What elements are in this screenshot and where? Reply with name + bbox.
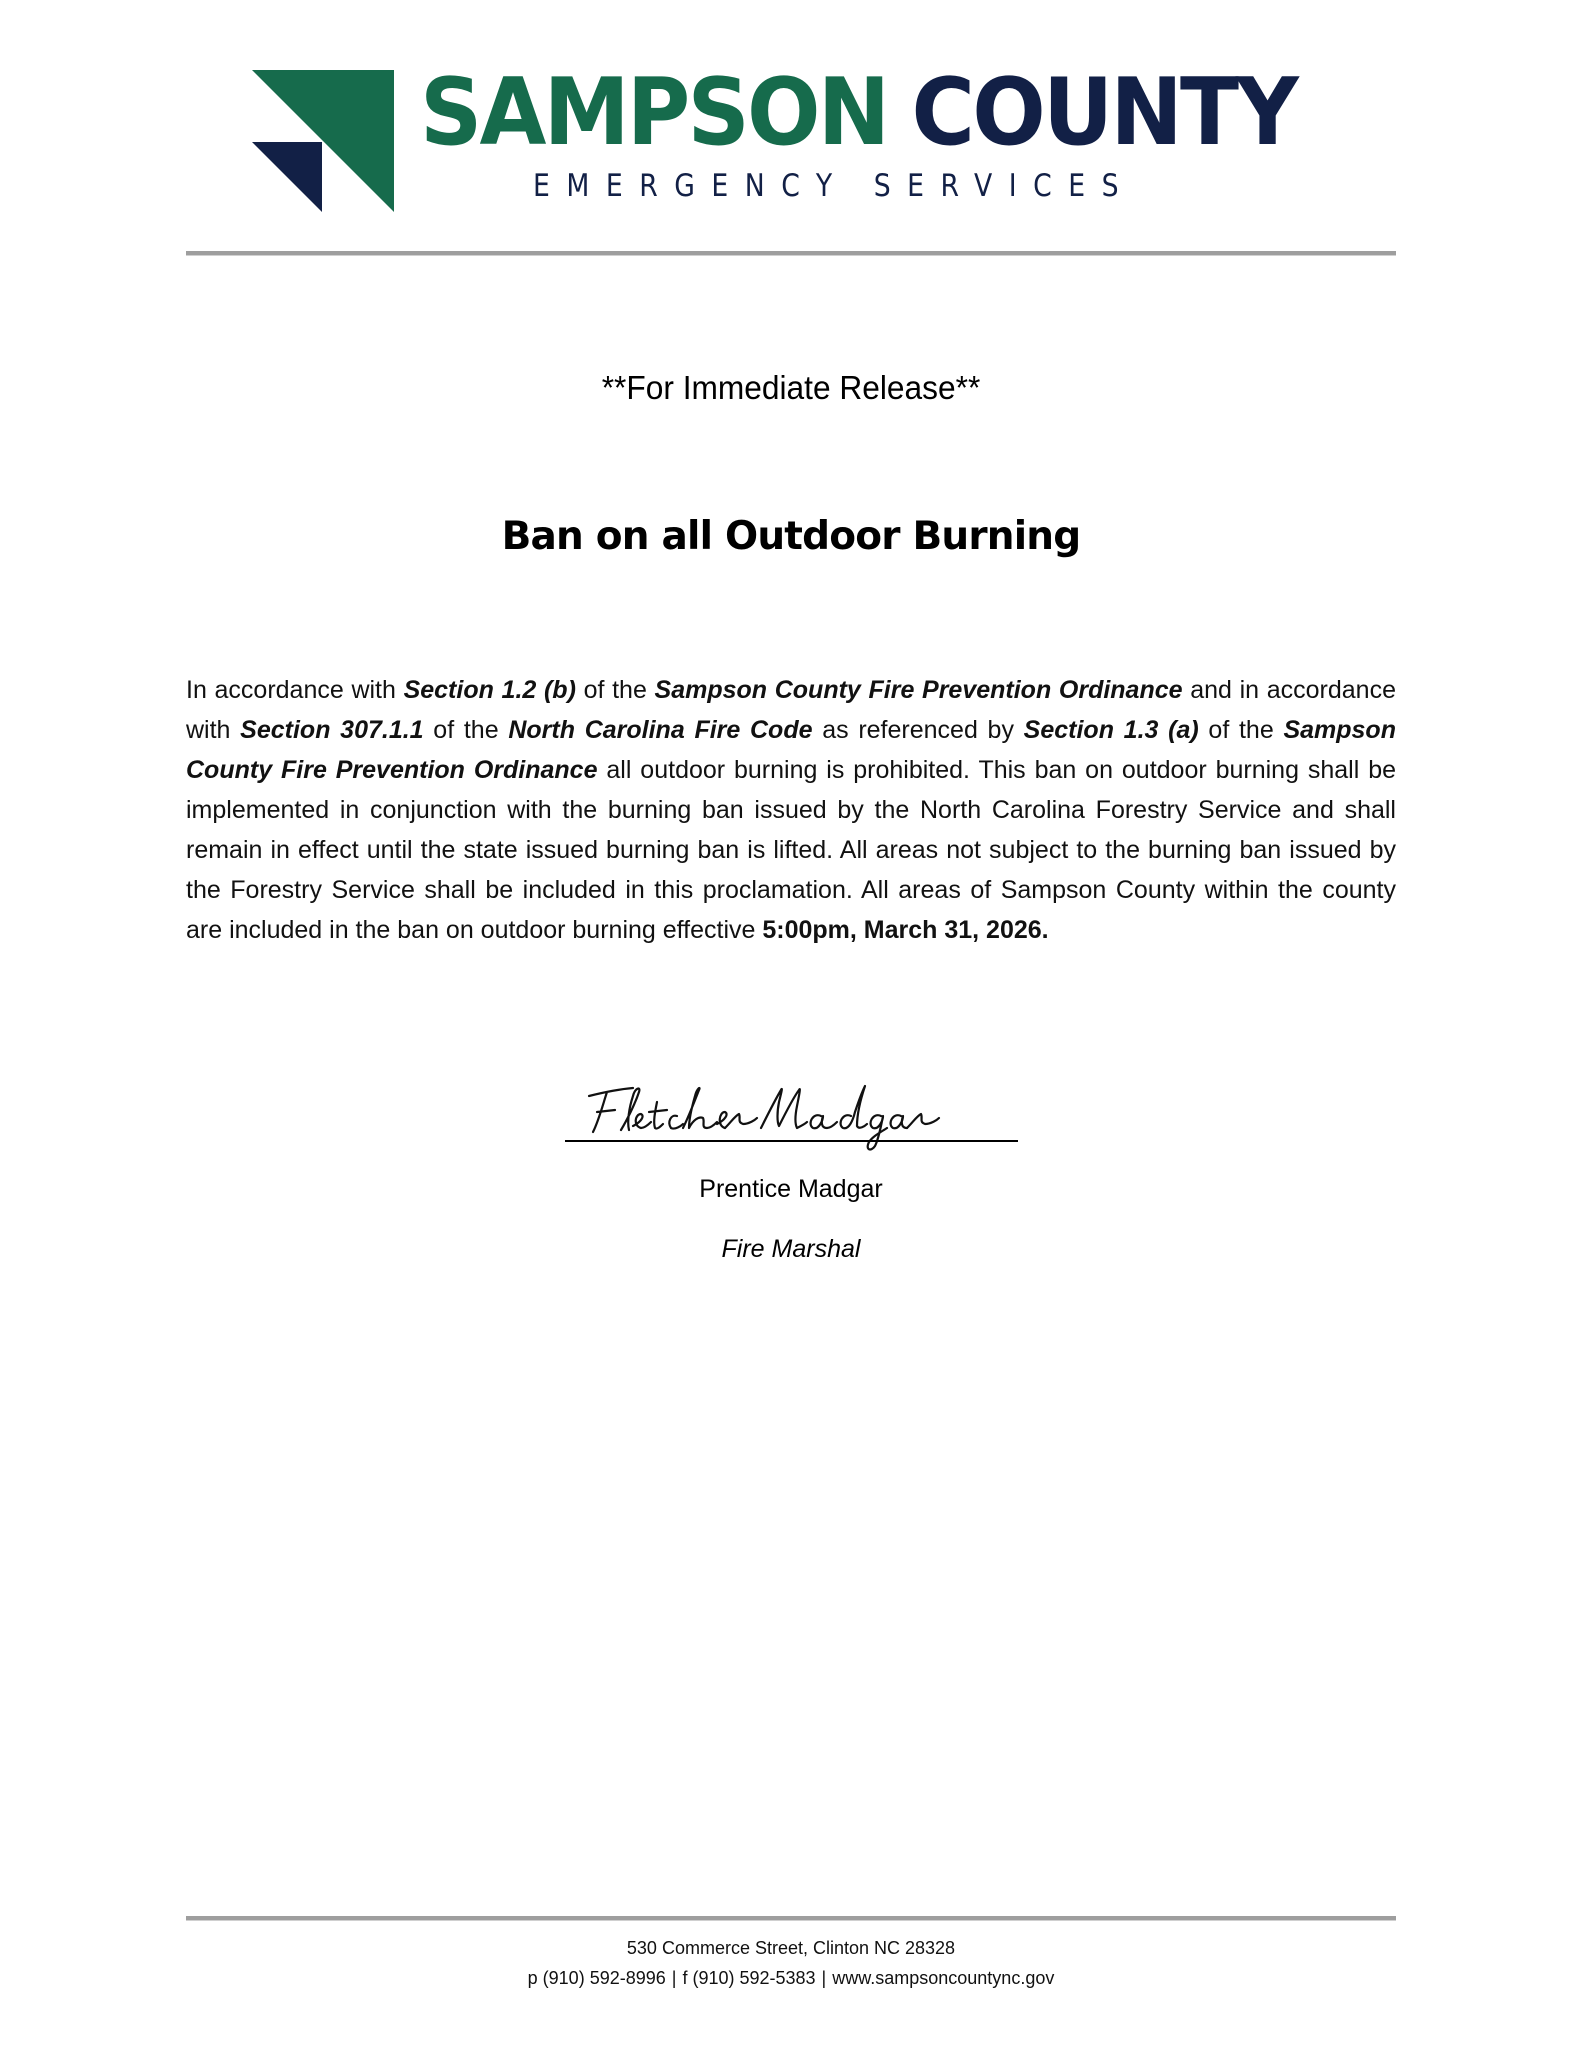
signer-name: Prentice Madgar xyxy=(699,1175,883,1203)
fire-code-reference: North Carolina Fire Code xyxy=(508,716,813,744)
footer-contact xyxy=(186,1966,1396,1990)
effective-datetime: 5:00pm, March 31, 2026. xyxy=(762,916,1049,944)
footer-divider xyxy=(186,1916,1396,1921)
footer-separator: | xyxy=(821,1968,827,1988)
wordmark-sampson: SAMPSON xyxy=(420,58,888,166)
ordinance-reference: Section 1.2 (b) xyxy=(403,676,576,704)
handwritten-signature xyxy=(585,1082,945,1154)
header-divider xyxy=(186,251,1396,256)
body-text-segment: of the xyxy=(1198,716,1284,744)
body-text-segment: In accordance with xyxy=(186,676,404,704)
footer-fax: f (910) 592-5383 xyxy=(682,1968,816,1988)
fire-code-reference: Section 307.1.1 xyxy=(240,716,424,744)
footer-phone: p (910) 592-8996 xyxy=(527,1968,666,1988)
body-text-segment: all outdoor burning is prohibited. This ban on outdoor burning shall be implemented in conjunction with the burning ban issued by the North Carolina Forestry Service and shall remain in effect until the state issued burning ban is lifted. All areas not subject to the burning ban issued by the Forestry Service shall be included in this proclamation. All areas of Sampson County within the county are included in the ban on outdoor burning effective xyxy=(186,756,1396,944)
body-text-segment: of the xyxy=(575,676,655,704)
body-text-segment: as referenced by xyxy=(812,716,1024,744)
ordinance-reference: Sampson County Fire Prevention Ordinance xyxy=(186,716,1396,784)
triangle-mark-icon xyxy=(250,68,396,214)
footer-separator: | xyxy=(671,1968,677,1988)
page-title: Ban on all Outdoor Burning xyxy=(501,514,1081,559)
body-paragraph xyxy=(186,670,1396,950)
footer-website-link[interactable]: www.sampsoncountync.gov xyxy=(832,1968,1055,1988)
wordmark-county: COUNTY xyxy=(911,58,1297,166)
ordinance-reference: Section 1.3 (a) xyxy=(1023,716,1199,744)
body-text-segment: of the xyxy=(423,716,509,744)
footer-address: 530 Commerce Street, Clinton NC 28328 xyxy=(626,1938,956,1958)
letterhead xyxy=(0,0,1583,260)
release-label: **For Immediate Release** xyxy=(601,369,981,406)
ordinance-reference: Sampson County Fire Prevention Ordinance xyxy=(654,676,1183,704)
department-tagline: EMERGENCY SERVICES xyxy=(533,168,1136,204)
signer-title: Fire Marshal xyxy=(721,1235,861,1263)
signature-line xyxy=(565,1140,1018,1142)
organization-wordmark xyxy=(420,58,1297,166)
body-text-segment: and in accordance with xyxy=(186,676,1396,744)
